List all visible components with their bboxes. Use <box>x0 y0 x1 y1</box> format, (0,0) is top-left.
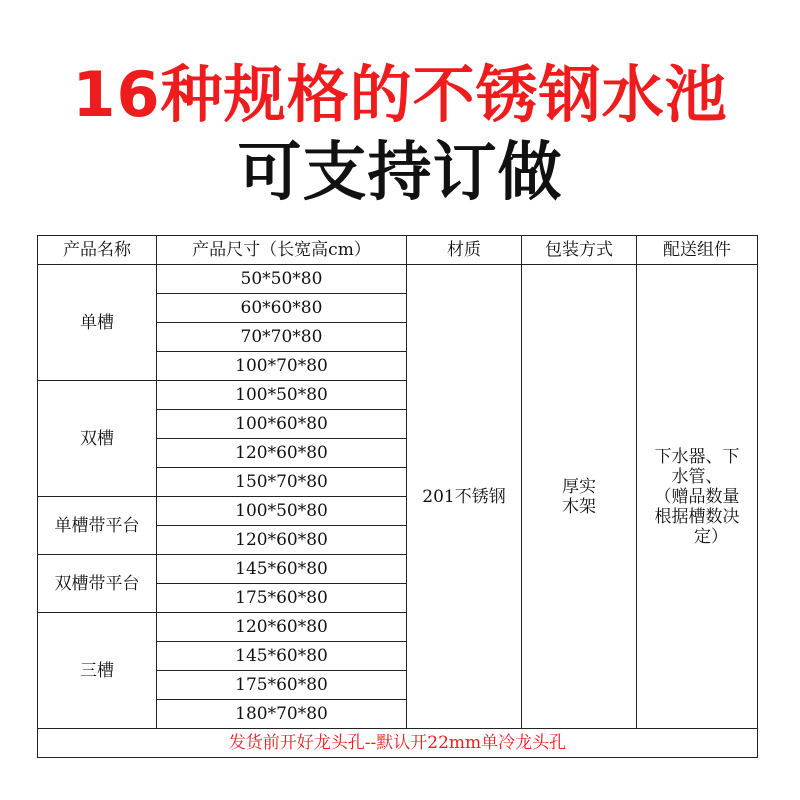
size-cell: 145*60*80 <box>157 642 407 671</box>
size-cell: 120*60*80 <box>157 613 407 642</box>
size-cell: 175*60*80 <box>157 584 407 613</box>
material-cell: 201不锈钢 <box>407 265 522 729</box>
size-cell: 70*70*80 <box>157 323 407 352</box>
header-accessories: 配送组件 <box>637 236 758 265</box>
header-product-size: 产品尺寸（长宽高cm） <box>157 236 407 265</box>
header-packaging: 包装方式 <box>522 236 637 265</box>
product-name-cell: 单槽 <box>38 265 157 381</box>
headline-title: 16种规格的不锈钢水池 <box>72 58 728 131</box>
size-cell: 120*60*80 <box>157 526 407 555</box>
packaging-cell: 厚实 木架 <box>522 265 637 729</box>
size-cell: 60*60*80 <box>157 294 407 323</box>
header-product-name: 产品名称 <box>38 236 157 265</box>
product-name-cell: 单槽带平台 <box>38 497 157 555</box>
header-material: 材质 <box>407 236 522 265</box>
spec-table <box>37 235 758 758</box>
accessories-line: 下水器、下 <box>654 446 740 467</box>
footer-note: 发货前开好龙头孔--默认开22mm单冷龙头孔 <box>38 729 758 758</box>
size-cell: 100*70*80 <box>157 352 407 381</box>
accessories-line: 根据槽数决 <box>654 506 740 527</box>
size-cell: 145*60*80 <box>157 555 407 584</box>
size-cell: 50*50*80 <box>157 265 407 294</box>
accessories-line: （赠品数量 <box>654 486 740 507</box>
size-cell: 120*60*80 <box>157 439 407 468</box>
accessories-line: 定） <box>694 526 728 547</box>
accessories-line: 水管、 <box>671 466 723 487</box>
table-footer-row <box>38 729 758 758</box>
product-name-cell: 双槽带平台 <box>38 555 157 613</box>
product-name-cell: 三槽 <box>38 613 157 729</box>
accessories-cell <box>637 265 758 729</box>
size-cell: 100*60*80 <box>157 410 407 439</box>
table-header-row <box>38 236 758 265</box>
size-cell: 100*50*80 <box>157 497 407 526</box>
size-cell: 150*70*80 <box>157 468 407 497</box>
size-cell: 180*70*80 <box>157 700 407 729</box>
product-name-cell: 双槽 <box>38 381 157 497</box>
size-cell: 100*50*80 <box>157 381 407 410</box>
size-cell: 175*60*80 <box>157 671 407 700</box>
table-row <box>38 265 758 294</box>
headline-subtitle: 可支持订做 <box>237 136 563 210</box>
